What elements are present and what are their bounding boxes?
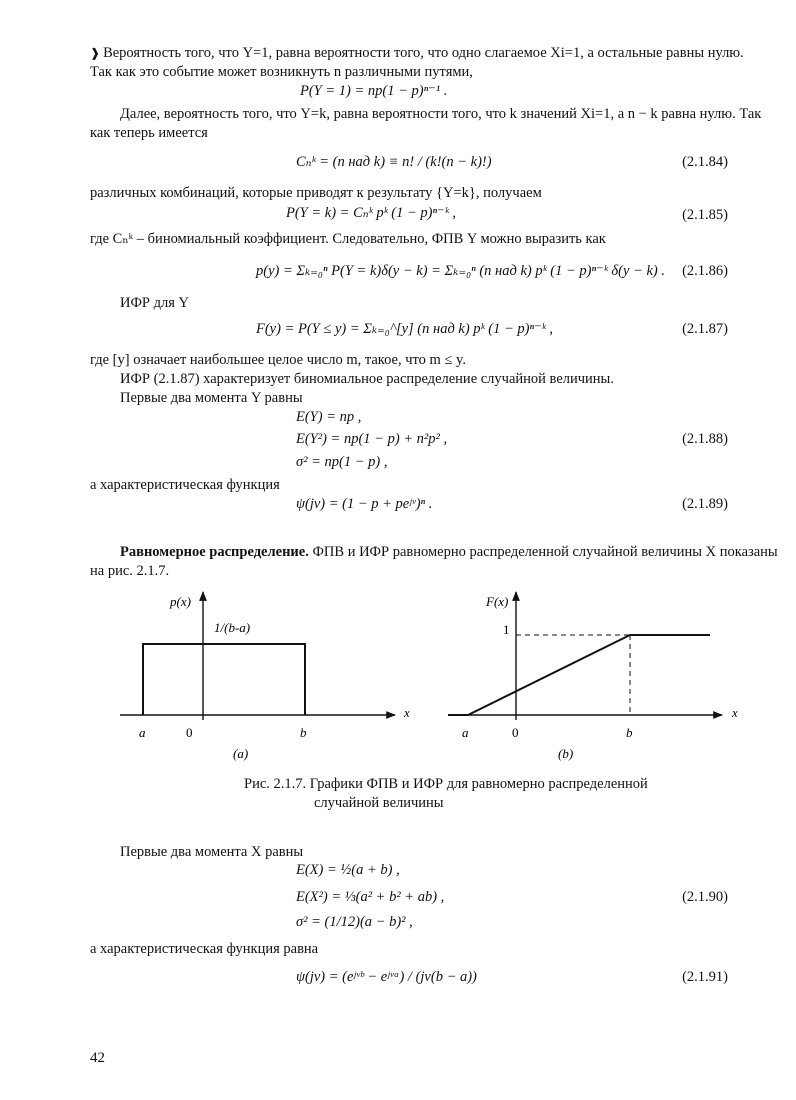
paragraph-7-line-1: а характеристическая функция bbox=[90, 477, 280, 493]
equation-2-1-85: P(Y = k) = Cₙᵏ pᵏ (1 − p)ⁿ⁻ᵏ , bbox=[286, 205, 457, 221]
equation-2-1-88-b: E(Y²) = np(1 − p) + n²p² , bbox=[296, 431, 448, 447]
equation-number-2-1-89: (2.1.89) bbox=[682, 496, 728, 512]
section-heading-uniform: Равномерное распределение. bbox=[120, 544, 309, 560]
cdf-sub-label: (b) bbox=[558, 746, 574, 761]
equation-number-2-1-86: (2.1.86) bbox=[682, 263, 728, 279]
cdf-level-label: 1 bbox=[503, 622, 510, 637]
equation-p-y-1: P(Y = 1) = np(1 − p)ⁿ⁻¹ . bbox=[300, 83, 448, 99]
equation-2-1-90-a: E(X) = ½(a + b) , bbox=[296, 862, 400, 878]
cdf-curve bbox=[448, 635, 710, 715]
cdf-x-label: x bbox=[732, 705, 738, 720]
equation-2-1-84: Cₙᵏ = (n над k) ≡ n! / (k!(n − k)!) bbox=[296, 154, 492, 170]
equation-2-1-88-c: σ² = np(1 − p) , bbox=[296, 454, 388, 470]
cdf-plot bbox=[448, 592, 738, 761]
cdf-y-label: F(x) bbox=[486, 594, 509, 609]
pdf-tick-b: b bbox=[300, 725, 307, 740]
paragraph-4-line-1: где Cₙᵏ – биномиальный коэффициент. Следовательно, ФПВ Y можно выразить как bbox=[90, 231, 606, 247]
paragraph-10-line-1: а характеристическая функция равна bbox=[90, 941, 319, 957]
paragraph-2-line-2: как теперь имеется bbox=[90, 125, 208, 141]
equation-number-2-1-90: (2.1.90) bbox=[682, 889, 728, 905]
cdf-tick-0: 0 bbox=[512, 725, 519, 740]
equation-number-2-1-87: (2.1.87) bbox=[682, 321, 728, 337]
figure-caption-line-2: случайной величины bbox=[314, 795, 444, 811]
equation-2-1-86: p(y) = Σₖ₌₀ⁿ P(Y = k)δ(y − k) = Σₖ₌₀ⁿ (n над k) pᵏ (1 − p)ⁿ⁻ᵏ δ(y − k) . bbox=[256, 263, 665, 279]
paragraph-5-line-1: ИФР для Y bbox=[120, 295, 189, 311]
paragraph-6-line-2: ИФР (2.1.87) характеризует биномиальное распределение случайной величины. bbox=[120, 371, 614, 387]
pdf-tick-a: a bbox=[139, 725, 146, 740]
pdf-sub-label: (a) bbox=[233, 746, 249, 761]
pdf-y-label: p(x) bbox=[170, 594, 191, 609]
pdf-tick-0: 0 bbox=[186, 725, 193, 740]
pdf-height-label: 1/(b-a) bbox=[214, 620, 251, 635]
equation-2-1-89: ψ(jv) = (1 − p + peʲᵛ)ⁿ . bbox=[296, 496, 433, 512]
paragraph-6-line-3: Первые два момента Y равны bbox=[120, 390, 303, 406]
paragraph-8-line-2: на рис. 2.1.7. bbox=[90, 563, 170, 579]
page-number: 42 bbox=[90, 1050, 105, 1066]
figure-caption-line-1: Рис. 2.1.7. Графики ФПВ и ИФР для равномерно распределенной bbox=[244, 776, 648, 792]
pdf-plot bbox=[120, 592, 410, 761]
figure-2-1-7 bbox=[0, 580, 796, 780]
equation-2-1-90-c: σ² = (1/12)(a − b)² , bbox=[296, 914, 413, 930]
equation-number-2-1-88: (2.1.88) bbox=[682, 431, 728, 447]
equation-2-1-90-b: E(X²) = ⅓(a² + b² + ab) , bbox=[296, 889, 445, 905]
pdf-x-label: x bbox=[404, 705, 410, 720]
paragraph-3-line-1: различных комбинаций, которые приводят к результату {Y=k}, получаем bbox=[90, 185, 542, 201]
equation-number-2-1-91: (2.1.91) bbox=[682, 969, 728, 985]
equation-2-1-88-a: E(Y) = np , bbox=[296, 409, 362, 425]
equation-2-1-87: F(y) = P(Y ≤ y) = Σₖ₌₀^[y] (n над k) pᵏ (1 − p)ⁿ⁻ᵏ , bbox=[256, 321, 553, 337]
paragraph-2-line-1: Далее, вероятность того, что Y=k, равна вероятности того, что k значений Xi=1, а n − k равна нулю. Так bbox=[120, 106, 762, 122]
paragraph-8-line-1: Равномерное распределение. ФПВ и ИФР равномерно распределенной случайной величины X показаны bbox=[120, 544, 778, 560]
equation-number-2-1-85: (2.1.85) bbox=[682, 207, 728, 223]
paragraph-1-line-2: Так как это событие может возникнуть n различными путями, bbox=[90, 64, 473, 80]
paragraph-1-line-1: ❱ Вероятность того, что Y=1, равна вероятности того, что одно слагаемое Xi=1, а остальные равны нулю. bbox=[90, 45, 744, 61]
equation-2-1-91: ψ(jv) = (eʲᵛᵇ − eʲᵛᵃ) / (jv(b − a)) bbox=[296, 969, 477, 985]
equation-number-2-1-84: (2.1.84) bbox=[682, 154, 728, 170]
paragraph-9-line-1: Первые два момента X равны bbox=[120, 844, 304, 860]
cdf-tick-a: a bbox=[462, 725, 469, 740]
paragraph-6-line-1: где [y] означает наибольшее целое число m, такое, что m ≤ y. bbox=[90, 352, 466, 368]
pdf-rectangle bbox=[143, 644, 305, 715]
cdf-tick-b: b bbox=[626, 725, 633, 740]
